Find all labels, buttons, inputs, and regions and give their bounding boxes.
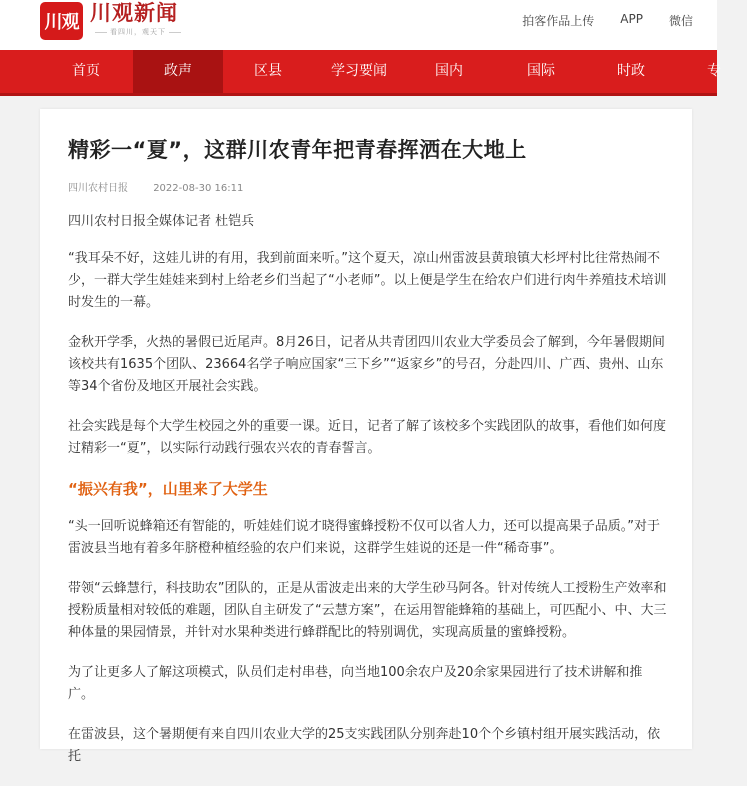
top-links xyxy=(522,12,693,29)
nav-item-study-news[interactable]: 学习要闻 xyxy=(331,63,387,79)
article-paragraph: 社会实践是每个大学生校园之外的重要一课。近日，记者了解了该校多个实践团队的故事，看他们如何度过精彩一“夏”，以实际行动践行强农兴农的青春誓言。 xyxy=(68,419,667,456)
upload-photo-link[interactable]: 拍客作品上传 xyxy=(522,14,595,28)
main-nav xyxy=(0,50,721,96)
site-logo-text[interactable]: 川观新闻 xyxy=(90,0,178,25)
article-byline: 四川农村日报全媒体记者 杜铠兵 xyxy=(68,214,255,229)
site-logo-icon[interactable]: 川观 xyxy=(40,2,83,40)
article-paragraph: 为了让更多人了解这项模式，队员们走村串巷，向当地100余农户及20余家果园进行了技术讲解和推广。 xyxy=(68,665,643,702)
article-card xyxy=(40,109,692,764)
article-paragraph: 带领“云蜂慧行，科技助农”团队的，正是从雷波走出来的大学生砂马阿各。针对传统人工授粉生产效率和授粉质量相对较低的难题，团队自主研发了“云慧方案”，在运用智能蜂箱的基础上，可匹配小、中、大三种体量的果园情景，并针对水果种类进行蜂群配比的特别调优，实现高质量的蜜蜂授粉。 xyxy=(68,581,667,640)
app-link[interactable]: APP xyxy=(620,12,643,26)
nav-item-more[interactable]: 专 xyxy=(707,63,721,79)
nav-item-home[interactable]: 首页 xyxy=(72,63,100,79)
nav-item-current-affairs[interactable]: 时政 xyxy=(617,63,645,79)
article-paragraph: 金秋开学季，火热的暑假已近尾声。8月26日，记者从共青团四川农业大学委员会了解到，今年暑假期间该校共有1635个团队、23664名学子响应国家“三下乡”“返家乡”的号召，分赴四川、广西、贵州、山东等34个省份及地区开展社会实践。 xyxy=(68,335,665,394)
article-body xyxy=(68,211,668,786)
article-datetime: 2022-08-30 16:11 xyxy=(153,183,244,194)
article-title: 精彩一“夏”，这群川农青年把青春挥洒在大地上 xyxy=(68,138,527,162)
article-meta xyxy=(68,179,243,194)
site-slogan: 看四川，观天下 xyxy=(92,27,184,37)
article-paragraph: 在雷波县，这个暑期便有来自四川农业大学的25支实践团队分别奔赴10个个乡镇村组开展实践活动，依托 xyxy=(68,727,661,764)
article-paragraph: “我耳朵不好，这娃儿讲的有用，我到前面来听。”这个夏天，凉山州雷波县黄琅镇大杉坪村比往常热闹不少，一群大学生娃娃来到村上给老乡们当起了“小老师”。以上便是学生在给农户们进行肉牛养殖技术培训时发生的一幕。 xyxy=(68,251,667,310)
article-paragraph: “头一回听说蜂箱还有智能的，听娃娃们说才晓得蜜蜂授粉不仅可以省人力，还可以提高果子品质。”对于雷波县当地有着多年脐橙种植经验的农户们来说，这群学生娃说的还是一件“稀奇事”。 xyxy=(68,519,660,556)
nav-item-politics[interactable]: 政声 xyxy=(133,50,223,93)
nav-item-districts[interactable]: 区县 xyxy=(254,63,282,79)
article-source[interactable]: 四川农村日报 xyxy=(68,183,128,194)
top-header xyxy=(0,0,717,50)
nav-item-domestic[interactable]: 国内 xyxy=(435,63,463,79)
article-subheading: “振兴有我”，山里来了大学生 xyxy=(68,480,268,498)
wechat-link[interactable]: 微信 xyxy=(668,14,693,28)
nav-item-international[interactable]: 国际 xyxy=(527,63,555,79)
